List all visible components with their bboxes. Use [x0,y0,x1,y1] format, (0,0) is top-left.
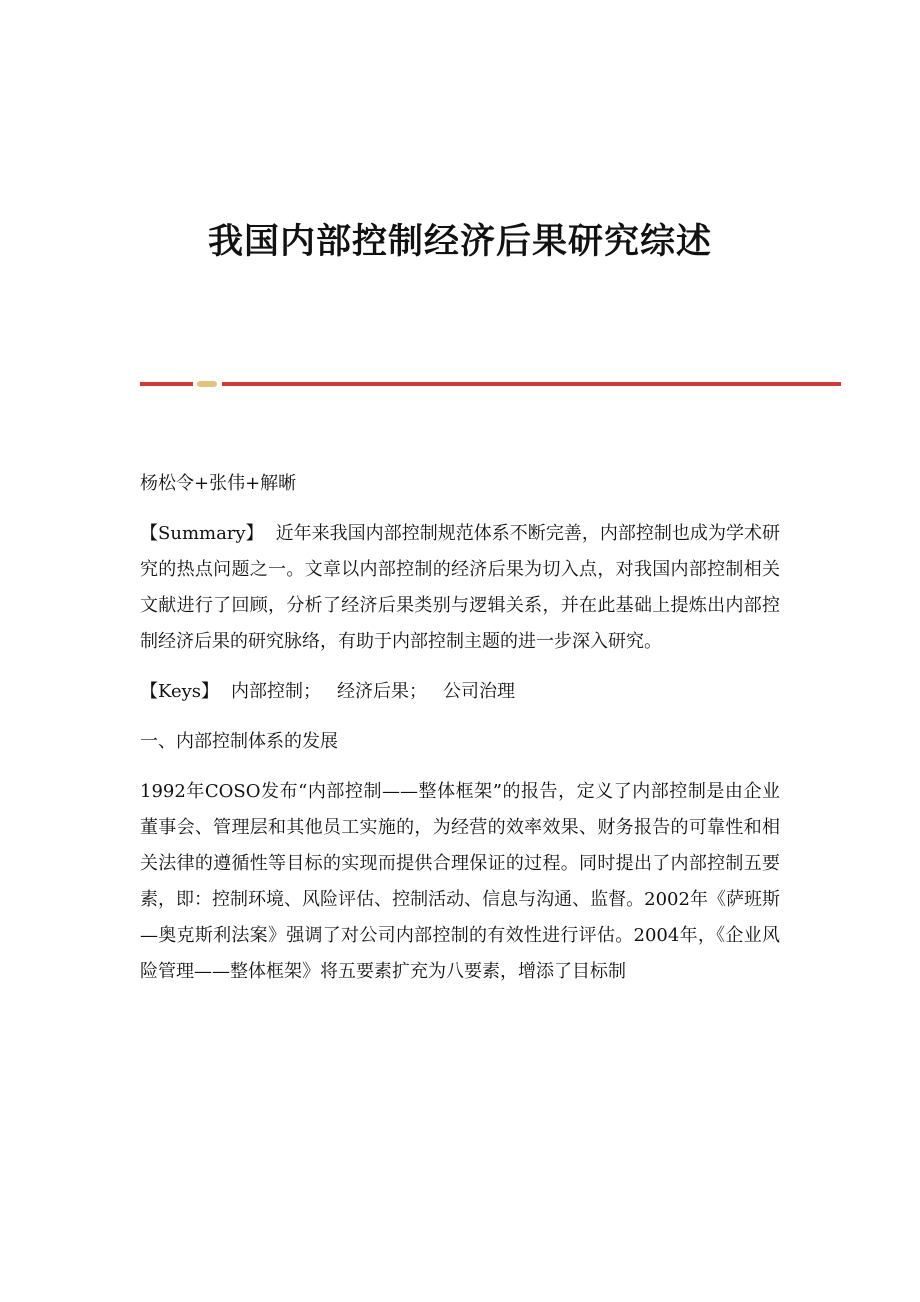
divider-bar-left [140,382,193,386]
section-paragraph: 1992年COSO发布“内部控制——整体框架”的报告，定义了内部控制是由企业董事会、管理层和其他员工实施的，为经营的效率效果、财务报告的可靠性和相关法律的遵循性等目标的实现而提供合理保证的过程。同时提出了内部控制五要素，即：控制环境、风险评估、控制活动、信息与沟通、监督。2002年《萨班斯—奥克斯利法案》强调了对公司内部控制的有效性进行评估。2004年，《企业风险管理——整体框架》将五要素扩充为八要素，增添了目标制 [140,781,780,982]
document-title: 我国内部控制经济后果研究综述 [207,222,712,262]
divider-bar-right [222,382,841,386]
section-heading: 一、内部控制体系的发展 [140,731,338,752]
keyword: 公司治理 [443,681,516,702]
divider-ornament-icon [197,381,217,387]
keyword: 经济后果； [337,681,428,702]
keys-label: 【Keys】 [140,681,220,702]
keyword: 内部控制； [231,681,322,702]
summary-label: 【Summary】 [140,523,264,544]
title-divider [140,380,841,388]
document-body [140,466,780,1004]
summary-paragraph [140,516,780,660]
keys-paragraph [140,674,780,710]
summary-text: 近年来我国内部控制规范体系不断完善，内部控制也成为学术研究的热点问题之一。文章以内部控制的经济后果为切入点，对我国内部控制相关文献进行了回顾，分析了经济后果类别与逻辑关系，并在此基础上提炼出内部控制经济后果的研究脉络，有助于内部控制主题的进一步深入研究。 [140,523,780,652]
authors: 杨松令+张伟+解晰 [140,473,297,494]
